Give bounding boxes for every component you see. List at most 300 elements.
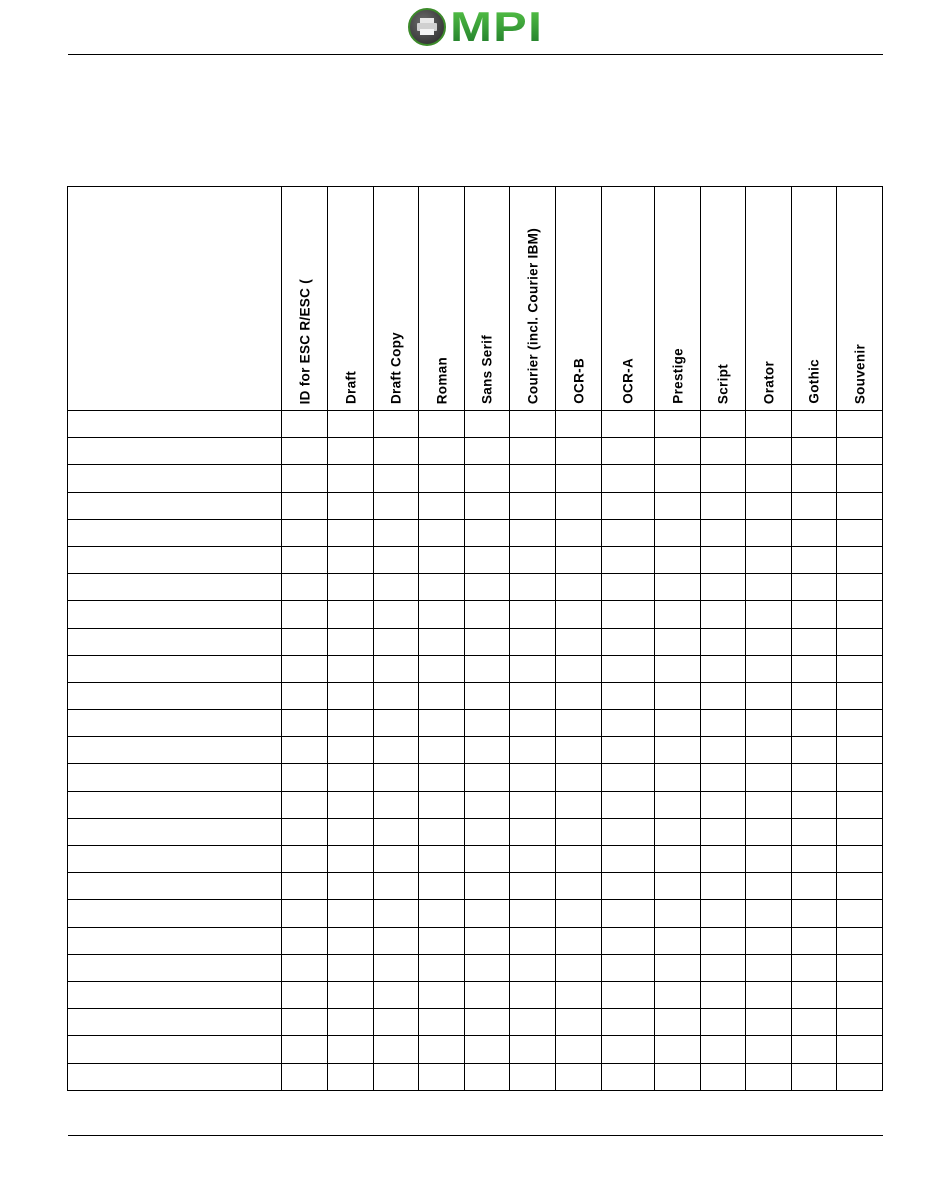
row-label-cell: [68, 927, 282, 954]
table-cell: [374, 954, 419, 981]
table-row: [68, 764, 883, 791]
row-label-cell: [68, 411, 282, 438]
table-cell: [602, 655, 655, 682]
table-row: [68, 791, 883, 818]
table-cell: [510, 710, 556, 737]
table-cell: [746, 492, 792, 519]
table-cell: [465, 927, 510, 954]
table-cell: [282, 682, 328, 709]
table-cell: [374, 873, 419, 900]
printer-icon: [408, 8, 446, 46]
table-cell: [374, 546, 419, 573]
column-header: Courier (incl. Courier IBM): [510, 187, 556, 411]
table-row: [68, 927, 883, 954]
table-cell: [374, 737, 419, 764]
table-cell: [837, 519, 883, 546]
table-row: [68, 574, 883, 601]
table-cell: [602, 601, 655, 628]
row-label-cell: [68, 1063, 282, 1090]
table-row: [68, 682, 883, 709]
table-row: [68, 655, 883, 682]
table-cell: [282, 846, 328, 873]
row-label-cell: [68, 981, 282, 1008]
table-cell: [556, 682, 602, 709]
column-header: Souvenir: [837, 187, 883, 411]
table-cell: [328, 682, 374, 709]
table-cell: [602, 546, 655, 573]
table-cell: [602, 737, 655, 764]
table-cell: [374, 1036, 419, 1063]
table-cell: [655, 519, 701, 546]
table-cell: [374, 1063, 419, 1090]
table-cell: [419, 981, 465, 1008]
table-cell: [556, 764, 602, 791]
table-cell: [510, 465, 556, 492]
table-cell: [374, 818, 419, 845]
table-cell: [282, 710, 328, 737]
table-cell: [465, 981, 510, 1008]
table-cell: [655, 438, 701, 465]
table-cell: [655, 927, 701, 954]
table-cell: [510, 655, 556, 682]
table-cell: [746, 1063, 792, 1090]
table-cell: [465, 411, 510, 438]
table-cell: [602, 1063, 655, 1090]
table-cell: [328, 927, 374, 954]
table-cell: [374, 628, 419, 655]
table-cell: [419, 1063, 465, 1090]
table-cell: [282, 601, 328, 628]
table-cell: [701, 710, 746, 737]
table-cell: [556, 546, 602, 573]
table-cell: [792, 682, 837, 709]
table-cell: [556, 981, 602, 1008]
table-cell: [792, 791, 837, 818]
table-cell: [374, 981, 419, 1008]
table-cell: [556, 710, 602, 737]
table-row: [68, 465, 883, 492]
table-cell: [792, 492, 837, 519]
table-cell: [282, 954, 328, 981]
table-cell: [465, 574, 510, 601]
table-cell: [374, 682, 419, 709]
table-cell: [510, 791, 556, 818]
table-cell: [792, 954, 837, 981]
table-cell: [602, 438, 655, 465]
table-cell: [602, 710, 655, 737]
row-label-cell: [68, 1036, 282, 1063]
table-cell: [655, 818, 701, 845]
table-header-row: [68, 187, 883, 411]
table-cell: [328, 846, 374, 873]
table-cell: [746, 954, 792, 981]
table-cell: [465, 954, 510, 981]
table-cell: [556, 873, 602, 900]
table-cell: [837, 682, 883, 709]
table-cell: [837, 628, 883, 655]
table-cell: [328, 465, 374, 492]
table-cell: [655, 546, 701, 573]
table-cell: [655, 682, 701, 709]
table-cell: [701, 954, 746, 981]
table-row: [68, 846, 883, 873]
table-cell: [837, 873, 883, 900]
table-cell: [746, 846, 792, 873]
table-cell: [374, 438, 419, 465]
table-cell: [419, 465, 465, 492]
table-cell: [746, 682, 792, 709]
table-cell: [374, 411, 419, 438]
column-header: OCR-A: [602, 187, 655, 411]
table-cell: [465, 846, 510, 873]
table-cell: [328, 438, 374, 465]
table-cell: [328, 737, 374, 764]
table-cell: [419, 546, 465, 573]
table-cell: [419, 900, 465, 927]
row-label-cell: [68, 682, 282, 709]
table-cell: [746, 927, 792, 954]
table-cell: [602, 628, 655, 655]
table-cell: [602, 574, 655, 601]
font-support-table: [67, 186, 883, 1091]
table-cell: [510, 1063, 556, 1090]
table-cell: [328, 791, 374, 818]
row-label-cell: [68, 737, 282, 764]
table-cell: [602, 900, 655, 927]
table-cell: [419, 1036, 465, 1063]
table-cell: [602, 1009, 655, 1036]
table-cell: [792, 519, 837, 546]
table-row: [68, 710, 883, 737]
table-cell: [746, 655, 792, 682]
table-cell: [792, 737, 837, 764]
table-cell: [282, 574, 328, 601]
table-cell: [746, 1009, 792, 1036]
column-header: Orator: [746, 187, 792, 411]
table-cell: [746, 438, 792, 465]
table-cell: [510, 438, 556, 465]
table-cell: [837, 1009, 883, 1036]
table-cell: [837, 791, 883, 818]
header-blank-cell: [68, 187, 282, 411]
table-row: [68, 818, 883, 845]
table-cell: [419, 954, 465, 981]
row-label-cell: [68, 846, 282, 873]
table-cell: [556, 846, 602, 873]
table-cell: [837, 465, 883, 492]
table-cell: [419, 737, 465, 764]
table-cell: [556, 900, 602, 927]
table-cell: [746, 710, 792, 737]
table-cell: [328, 628, 374, 655]
table-cell: [556, 574, 602, 601]
table-cell: [746, 465, 792, 492]
table-cell: [701, 873, 746, 900]
table-cell: [465, 628, 510, 655]
table-cell: [701, 546, 746, 573]
table-cell: [602, 764, 655, 791]
table-cell: [701, 791, 746, 818]
table-row: [68, 873, 883, 900]
table-row: [68, 601, 883, 628]
table-cell: [655, 574, 701, 601]
table-cell: [510, 492, 556, 519]
column-header: Script: [701, 187, 746, 411]
table-cell: [792, 655, 837, 682]
table-cell: [746, 546, 792, 573]
table-cell: [655, 954, 701, 981]
table-cell: [374, 492, 419, 519]
table-cell: [374, 791, 419, 818]
table-row: [68, 1063, 883, 1090]
table-cell: [792, 710, 837, 737]
row-label-cell: [68, 546, 282, 573]
column-header: Prestige: [655, 187, 701, 411]
table-cell: [701, 764, 746, 791]
table-cell: [282, 546, 328, 573]
table-cell: [837, 438, 883, 465]
footer-rule: [68, 1135, 883, 1136]
table-cell: [510, 574, 556, 601]
table-cell: [701, 981, 746, 1008]
table-cell: [465, 873, 510, 900]
table-row: [68, 900, 883, 927]
table-cell: [792, 411, 837, 438]
table-cell: [792, 927, 837, 954]
table-cell: [465, 818, 510, 845]
table-cell: [374, 927, 419, 954]
table-cell: [556, 737, 602, 764]
table-cell: [328, 1063, 374, 1090]
table-cell: [655, 1063, 701, 1090]
table-cell: [419, 764, 465, 791]
table-cell: [701, 846, 746, 873]
table-cell: [792, 981, 837, 1008]
row-label-cell: [68, 873, 282, 900]
table-cell: [837, 492, 883, 519]
table-cell: [419, 682, 465, 709]
table-row: [68, 411, 883, 438]
table-row: [68, 981, 883, 1008]
table-cell: [510, 682, 556, 709]
table-cell: [419, 628, 465, 655]
table-cell: [328, 655, 374, 682]
table-cell: [465, 710, 510, 737]
table-cell: [602, 465, 655, 492]
table-cell: [328, 764, 374, 791]
table-cell: [746, 519, 792, 546]
table-row: [68, 628, 883, 655]
table-cell: [746, 900, 792, 927]
row-label-cell: [68, 1009, 282, 1036]
table-cell: [655, 655, 701, 682]
table-cell: [465, 682, 510, 709]
table-cell: [282, 411, 328, 438]
table-cell: [655, 1009, 701, 1036]
table-cell: [655, 791, 701, 818]
row-label-cell: [68, 492, 282, 519]
table-cell: [419, 601, 465, 628]
table-cell: [701, 492, 746, 519]
table-cell: [602, 846, 655, 873]
table-cell: [556, 601, 602, 628]
table-cell: [701, 411, 746, 438]
table-cell: [465, 465, 510, 492]
table-cell: [655, 1036, 701, 1063]
table-cell: [419, 818, 465, 845]
table-cell: [556, 1009, 602, 1036]
table-cell: [655, 737, 701, 764]
table-cell: [837, 764, 883, 791]
table-cell: [510, 900, 556, 927]
table-cell: [465, 737, 510, 764]
row-label-cell: [68, 710, 282, 737]
table-cell: [792, 1036, 837, 1063]
table-cell: [602, 818, 655, 845]
table-cell: [602, 927, 655, 954]
table-cell: [792, 628, 837, 655]
table-cell: [701, 574, 746, 601]
table-cell: [282, 1063, 328, 1090]
table-cell: [510, 601, 556, 628]
table-row: [68, 737, 883, 764]
table-cell: [374, 710, 419, 737]
row-label-cell: [68, 438, 282, 465]
table-cell: [701, 818, 746, 845]
table-cell: [701, 900, 746, 927]
table-cell: [510, 411, 556, 438]
row-label-cell: [68, 601, 282, 628]
table-cell: [701, 465, 746, 492]
table-cell: [837, 1036, 883, 1063]
table-cell: [701, 438, 746, 465]
table-cell: [655, 628, 701, 655]
table-cell: [556, 791, 602, 818]
table-cell: [328, 546, 374, 573]
table-cell: [328, 981, 374, 1008]
mpi-logo: [408, 3, 544, 50]
table-cell: [556, 655, 602, 682]
table-row: [68, 546, 883, 573]
table-cell: [701, 1036, 746, 1063]
table-cell: [374, 846, 419, 873]
row-label-cell: [68, 954, 282, 981]
table-cell: [792, 438, 837, 465]
table-cell: [746, 601, 792, 628]
table-cell: [792, 900, 837, 927]
table-cell: [746, 574, 792, 601]
table-cell: [792, 601, 837, 628]
table-body: [68, 411, 883, 1091]
table-cell: [282, 519, 328, 546]
table-cell: [655, 492, 701, 519]
table-cell: [419, 927, 465, 954]
table-cell: [419, 1009, 465, 1036]
table-cell: [792, 1063, 837, 1090]
table-cell: [510, 954, 556, 981]
table-cell: [510, 818, 556, 845]
row-label-cell: [68, 574, 282, 601]
table-cell: [837, 1063, 883, 1090]
table-cell: [282, 927, 328, 954]
table-cell: [556, 954, 602, 981]
table-cell: [465, 1036, 510, 1063]
table-cell: [465, 791, 510, 818]
table-cell: [328, 519, 374, 546]
table-cell: [282, 1009, 328, 1036]
table-cell: [746, 764, 792, 791]
table-cell: [328, 1036, 374, 1063]
table-cell: [556, 818, 602, 845]
table-cell: [792, 546, 837, 573]
table-cell: [282, 818, 328, 845]
table-cell: [374, 574, 419, 601]
table-cell: [510, 519, 556, 546]
table-cell: [837, 574, 883, 601]
table-cell: [419, 519, 465, 546]
table-cell: [374, 465, 419, 492]
table-cell: [792, 846, 837, 873]
table-cell: [655, 465, 701, 492]
table-cell: [510, 1009, 556, 1036]
table-cell: [556, 927, 602, 954]
table-cell: [282, 628, 328, 655]
column-header: ID for ESC R/ESC (: [282, 187, 328, 411]
table-cell: [328, 818, 374, 845]
table-cell: [655, 900, 701, 927]
table-cell: [837, 954, 883, 981]
table-cell: [374, 900, 419, 927]
table-cell: [282, 791, 328, 818]
column-header: Draft: [328, 187, 374, 411]
table-cell: [374, 655, 419, 682]
table-cell: [419, 438, 465, 465]
table-cell: [792, 873, 837, 900]
table-row: [68, 954, 883, 981]
table-cell: [602, 981, 655, 1008]
table-cell: [419, 873, 465, 900]
table-cell: [328, 710, 374, 737]
table-cell: [746, 818, 792, 845]
table-cell: [602, 791, 655, 818]
table-cell: [746, 981, 792, 1008]
table-cell: [701, 655, 746, 682]
table-cell: [465, 438, 510, 465]
table-cell: [837, 818, 883, 845]
table-cell: [328, 954, 374, 981]
table-cell: [602, 954, 655, 981]
row-label-cell: [68, 465, 282, 492]
column-header: OCR-B: [556, 187, 602, 411]
table-cell: [510, 927, 556, 954]
table-cell: [328, 492, 374, 519]
table-cell: [556, 519, 602, 546]
table-cell: [556, 438, 602, 465]
table-cell: [465, 655, 510, 682]
table-cell: [837, 737, 883, 764]
table-cell: [655, 710, 701, 737]
table-cell: [282, 1036, 328, 1063]
table-cell: [465, 764, 510, 791]
table-cell: [837, 601, 883, 628]
row-label-cell: [68, 519, 282, 546]
table-cell: [419, 492, 465, 519]
table-cell: [510, 1036, 556, 1063]
table-cell: [510, 764, 556, 791]
table-cell: [510, 981, 556, 1008]
table-cell: [419, 791, 465, 818]
table-cell: [746, 1036, 792, 1063]
